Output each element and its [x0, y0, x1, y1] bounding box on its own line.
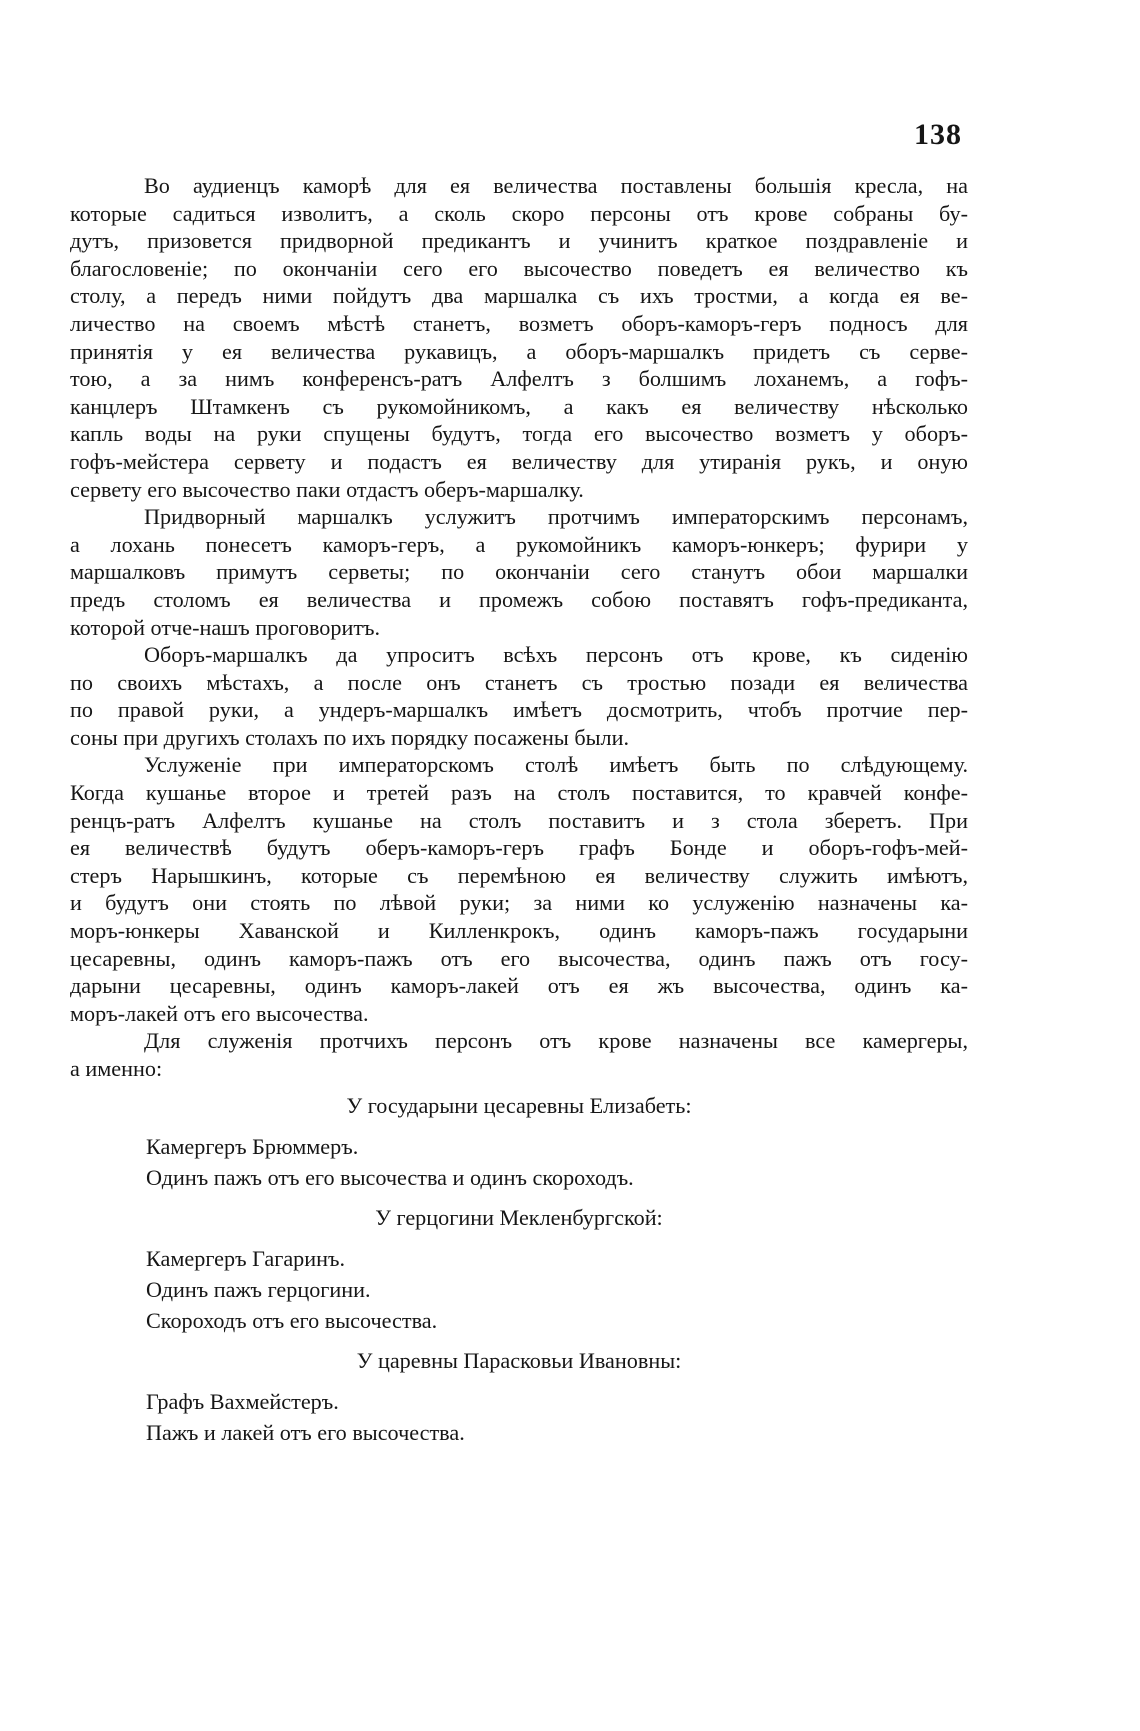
text-line: канцлеръ Штамкенъ съ рукомойникомъ, а какъ ея величеству нѣсколько: [70, 393, 968, 419]
text-line: моръ-лакей отъ его высочества.: [70, 1000, 369, 1026]
text-line: Придворный маршалкъ услужитъ протчимъ императорскимъ персонамъ,: [144, 504, 968, 530]
text-line: по правой руки, а ундеръ-маршалкъ имѣетъ досмотрить, чтобъ протчие пер-: [70, 697, 968, 723]
text-line: и будутъ они стоять по лѣвой руки; за ними ко услуженію назначены ка-: [70, 890, 968, 916]
text-line: Услуженіе при императорскомъ столѣ имѣетъ быть по слѣдующему.: [144, 752, 968, 778]
section-entries: [146, 1131, 968, 1193]
text-line: дарыни цесаревны, одинъ каморъ-лакей отъ ея жъ высочества, одинъ ка-: [70, 973, 968, 999]
text-line: маршалковъ примутъ серветы; по окончаніи сего станутъ обои маршалки: [70, 559, 968, 585]
section-heading: У герцогини Мекленбургской:: [375, 1204, 663, 1230]
text-line: гофъ-мейстера сервету и подастъ ея величеству для утиранія рукъ, и оную: [70, 448, 968, 474]
list-item: Графъ Вахмейстеръ.: [146, 1388, 339, 1414]
text-line: а именно:: [70, 1056, 163, 1081]
list-item: Одинъ пажъ отъ его высочества и одинъ скороходъ.: [146, 1164, 634, 1190]
text-line: предъ столомъ ея величества и промежъ собою поставятъ гофъ-предиканта,: [70, 586, 968, 612]
text-line: благословеніе; по окончаніи сего его высочество поведетъ ея величество къ: [70, 255, 968, 281]
text-line: а лохань понесетъ каморъ-геръ, а рукомойникъ каморъ-юнкеръ; фурири у: [70, 531, 968, 557]
text-line: стеръ Нарышкинъ, которые съ перемѣною ея величеству служить имѣютъ,: [70, 862, 968, 888]
list-item: Камергеръ Гагаринъ.: [146, 1245, 346, 1271]
page-number: 138: [914, 118, 962, 151]
paragraph: [70, 641, 968, 751]
text-line: дутъ, призовется придворной предикантъ и учинитъ краткое поздравленіе и: [70, 228, 968, 254]
section-heading: У государыни цесаревны Елизабеть:: [346, 1092, 692, 1118]
document-body: [70, 172, 968, 1458]
text-line: по своихъ мѣстахъ, а после онъ станетъ съ тростью позади ея величества: [70, 669, 968, 695]
text-line: Во аудиенцъ каморѣ для ея величества поставлены большія кресла, на: [144, 173, 968, 198]
section-entries: [146, 1386, 968, 1448]
section-entries: [146, 1243, 968, 1336]
text-line: ея величествѣ будутъ оберъ-каморъ-геръ графъ Бонде и оборъ-гофъ-мей-: [70, 835, 968, 861]
text-line: личество на своемъ мѣстѣ станетъ, возметъ оборъ-каморъ-геръ подносъ для: [70, 310, 968, 336]
text-line: ренцъ-ратъ Алфелтъ кушанье на столъ поставитъ и з стола зберетъ. При: [70, 807, 968, 833]
text-line: соны при другихъ столахъ по ихъ порядку посажены были.: [70, 724, 630, 750]
text-line: Когда кушанье второе и третей разъ на столъ поставится, то кравчей конфе-: [70, 780, 968, 806]
text-line: которые садиться изволитъ, а сколь скоро персоны отъ крове собраны бу-: [70, 200, 968, 226]
list-item: Пажъ и лакей отъ его высочества.: [146, 1419, 465, 1445]
paragraph: [70, 1027, 968, 1082]
text-line: которой отче-нашъ проговоритъ.: [70, 614, 381, 640]
text-line: моръ-юнкеры Хаванской и Килленкрокъ, одинъ каморъ-пажъ государыни: [70, 918, 968, 944]
paragraph: [70, 503, 968, 641]
paragraph: [70, 751, 968, 1027]
text-line: столу, а передъ ними пойдутъ два маршалка съ ихъ тростми, а когда ея ве-: [70, 283, 968, 309]
text-line: сервету его высочество паки отдастъ оберъ-маршалку.: [70, 476, 584, 502]
paragraph: [70, 172, 968, 503]
text-line: тою, а за нимъ конференсъ-ратъ Алфелтъ з болшимъ лоханемъ, а гофъ-: [70, 366, 968, 392]
text-line: капль воды на руки спущены будутъ, тогда его высочество возметъ у оборъ-: [70, 421, 968, 447]
section-heading: У царевны Парасковьи Ивановны:: [356, 1347, 682, 1373]
text-line: Оборъ-маршалкъ да упроситъ всѣхъ персонъ отъ крове, къ сиденію: [144, 642, 968, 668]
list-item: Скороходъ отъ его высочества.: [146, 1307, 438, 1333]
text-line: принятія у ея величества рукавицъ, а оборъ-маршалкъ придетъ съ серве-: [70, 338, 968, 364]
list-item: Камергеръ Брюммеръ.: [146, 1133, 359, 1159]
text-line: Для служенія протчихъ персонъ отъ крове назначены все камергеры,: [144, 1028, 968, 1054]
list-item: Одинъ пажъ герцогини.: [146, 1276, 371, 1302]
text-line: цесаревны, одинъ каморъ-пажъ отъ его высочества, одинъ пажъ отъ госу-: [70, 945, 968, 971]
